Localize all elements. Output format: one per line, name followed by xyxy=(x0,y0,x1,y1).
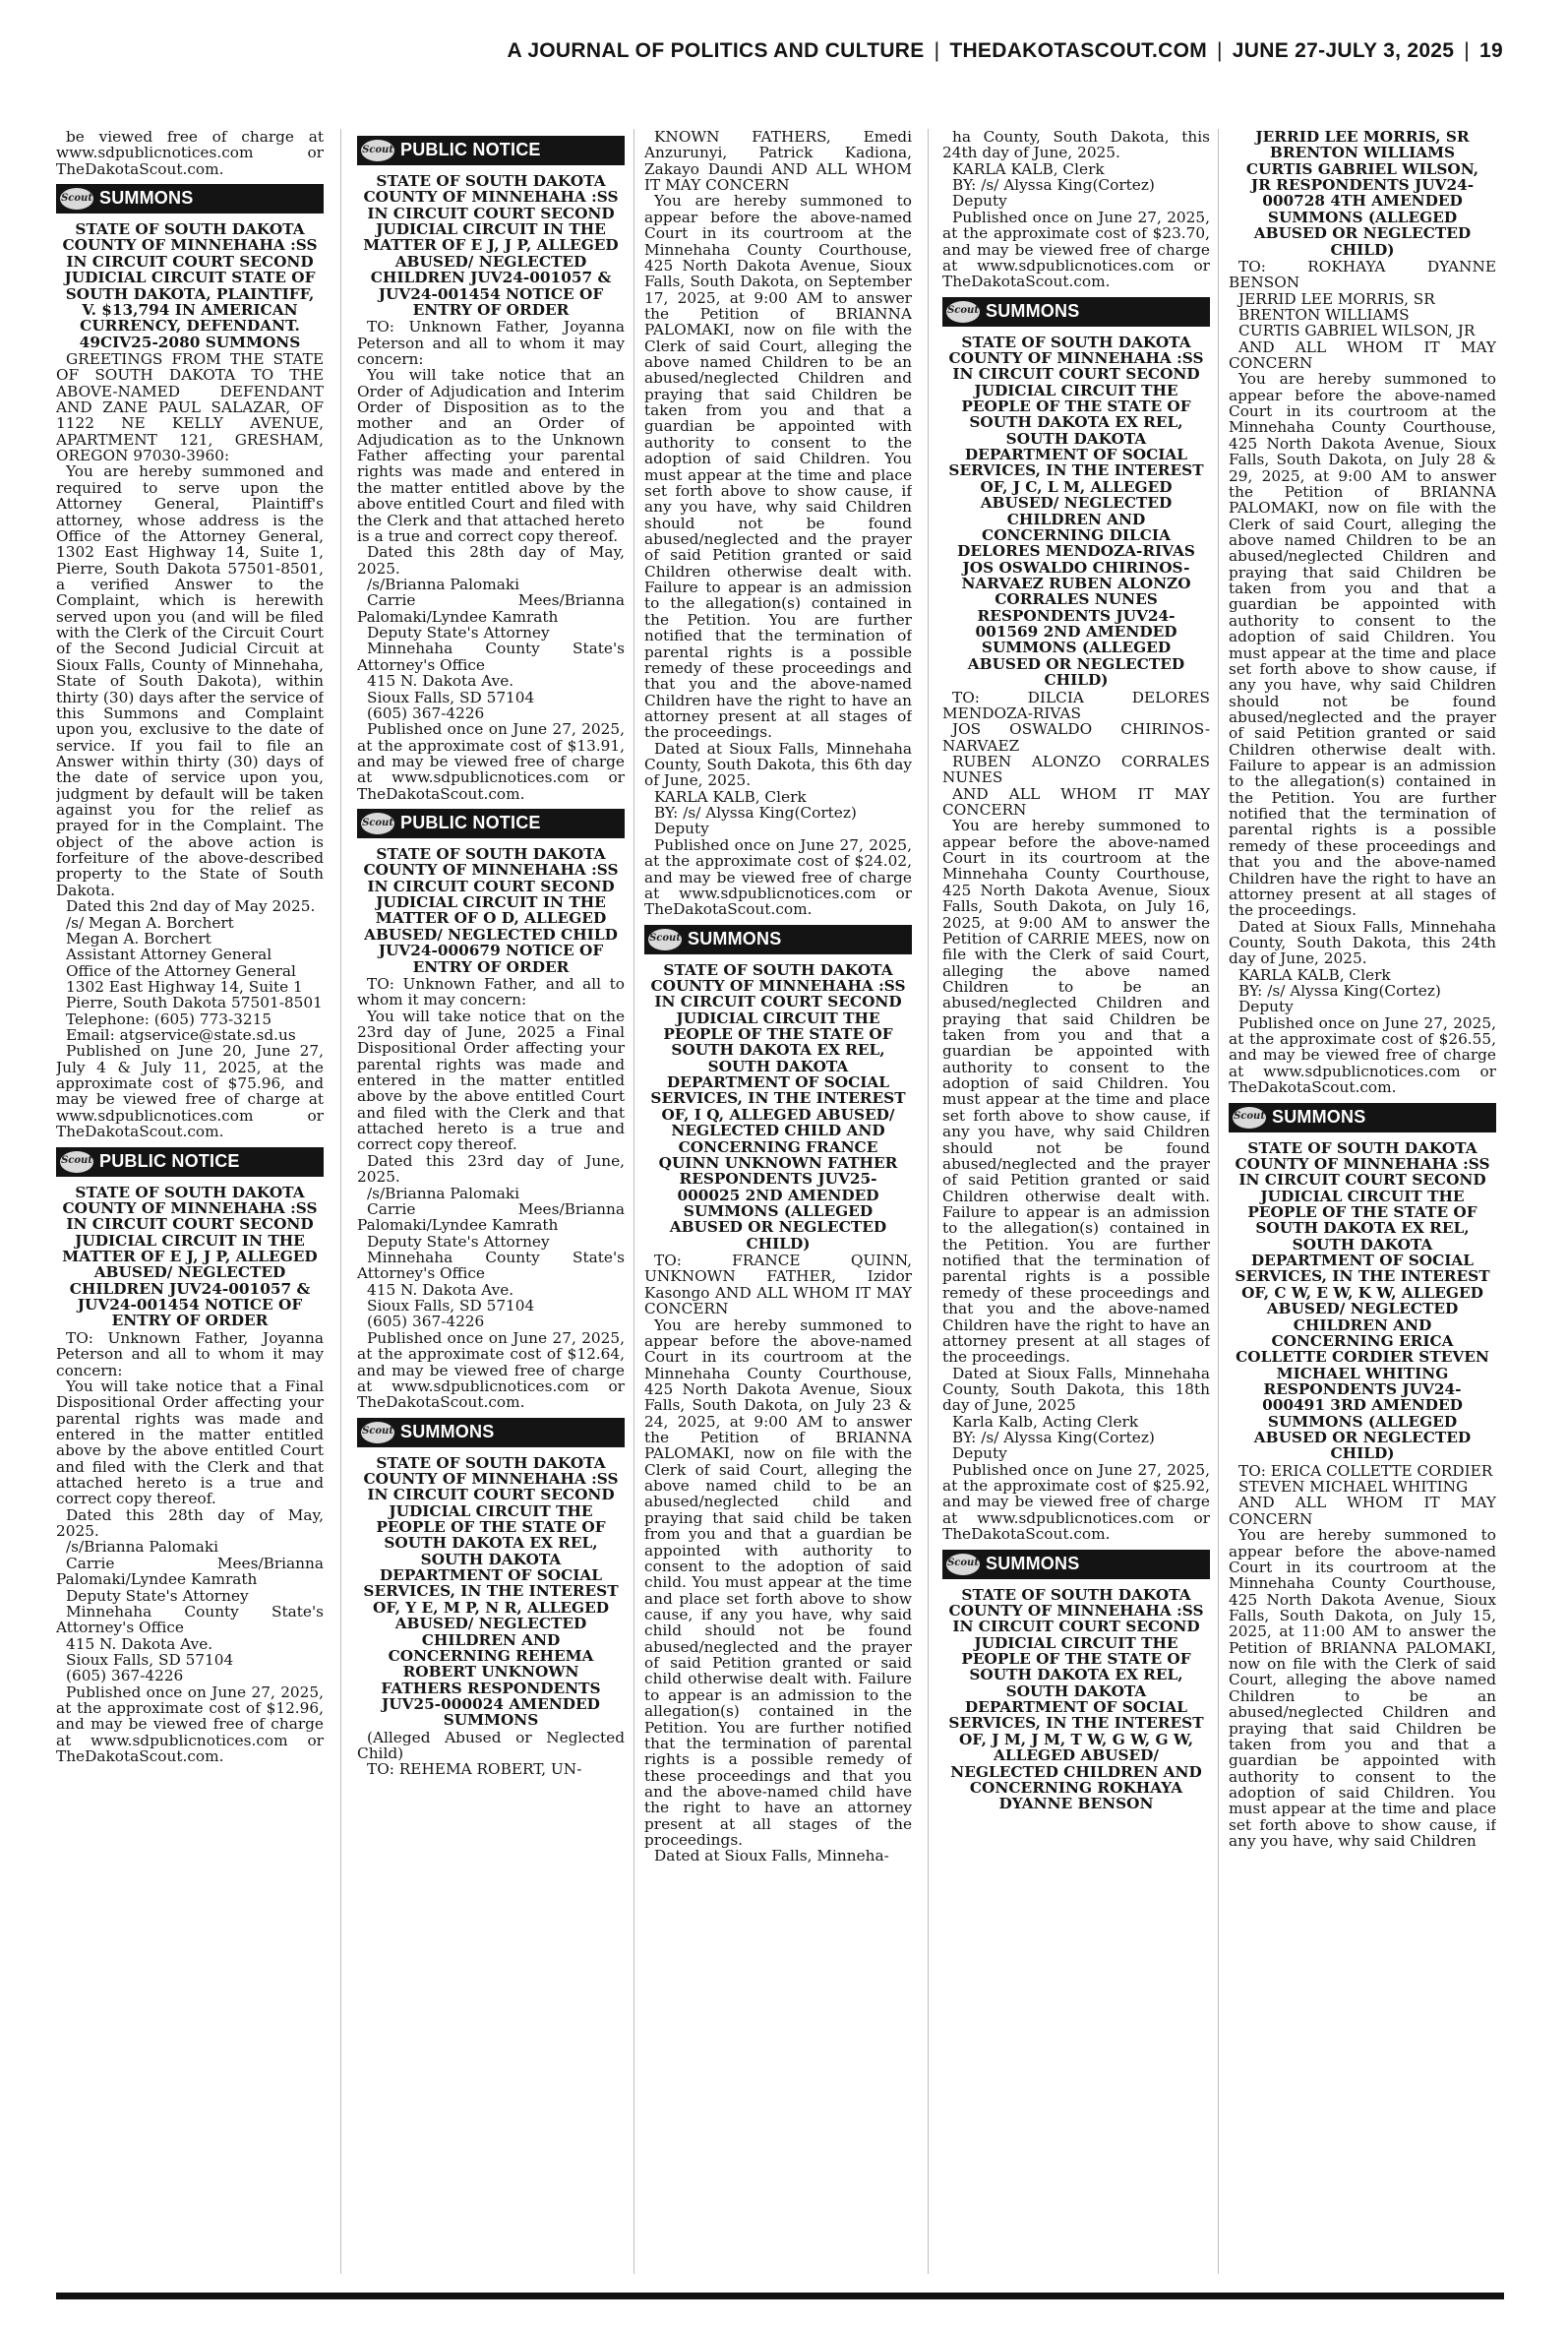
notice-paragraph: TO: ROKHAYA DYANNE BENSON xyxy=(1229,257,1496,292)
notice-label: SUMMONS xyxy=(986,300,1080,321)
notice-paragraph: Dated this 23rd day of June, 2025. xyxy=(357,1151,625,1187)
notice-body xyxy=(56,129,324,177)
notice-body xyxy=(56,351,324,1140)
scout-logo-icon: Scout xyxy=(946,1554,980,1575)
notice-paragraph: Published once on June 27, 2025, at the approximate cost of $13.91, and may be viewed free of charge at www.sdpublicnotices.com or TheDakotaScout.com. xyxy=(357,720,625,803)
notice-paragraph: TO: FRANCE QUINN, UNKNOWN FATHER, Izidor Kasongo AND ALL WHOM IT MAY CONCERN xyxy=(644,1252,912,1318)
notice-paragraph: TO: REHEMA ROBERT, UN- xyxy=(367,1760,582,1779)
notice-paragraph: Deputy xyxy=(952,1444,1007,1463)
notice-paragraph: Published once on June 27, 2025, at the approximate cost of $24.02, and may be viewed free of charge at www.sdpublicnotices.com or TheDakotaScout.com. xyxy=(644,835,912,919)
notice-paragraph: You are hereby summoned and required to serve upon the Attorney General, Plaintiff's attorney, whose address is the Office of the Attorney General, 1302 East Highway 14, Suite 1, Pierre, South Dakota 57501-8501, a verified Answer to the Complaint, which is herewith served upon you (and will be filed with the Clerk of the Circuit Court of the Second Judicial Circuit at Sioux Falls, County of Minnehaha, State of South Dakota), within thirty (30) days after the service of this Summons and Complaint upon you, exclusive to the date of service. If you fail to file an Answer within thirty (30) days of the date of service upon you, judgment by default will be taken against you for the relief as prayed for in the Complaint. The object of the above action is forfeiture of the above-described property to the State of South Dakota. xyxy=(56,462,324,899)
notice-paragraph: 415 N. Dakota Ave. xyxy=(367,672,514,691)
notice-body xyxy=(942,129,1210,290)
notice-paragraph: RUBEN ALONZO CORRALES NUNES xyxy=(942,752,1210,787)
masthead xyxy=(0,39,1503,63)
notice xyxy=(942,1550,1210,1812)
notice-banner xyxy=(942,1550,1210,1579)
notice-paragraph: Carrie Mees/Brianna Palomaki/Lyndee Kamrath xyxy=(357,591,625,626)
notice-paragraph: ha County, South Dakota, this 24th day of June, 2025. xyxy=(942,129,1210,162)
notice-paragraph: GREETINGS FROM THE STATE OF SOUTH DAKOTA TO THE ABOVE-NAMED DEFENDANT AND ZANE PAUL SALAZAR, OF 1122 NE KELLY AVENUE, APARTMENT 121, GRESHAM, OREGON 97030-3960: xyxy=(56,349,324,465)
notice-label: SUMMONS xyxy=(400,1421,495,1441)
notice-paragraph: TO: Unknown Father, Joyanna Peterson and all to whom it may concern: xyxy=(56,1328,324,1379)
notice-paragraph: Deputy State's Attorney xyxy=(367,624,550,642)
notice-heading: STATE OF SOUTH DAKOTA COUNTY OF MINNEHAHA :SS IN CIRCUIT COURT SECOND JUDICIAL CIRCUIT IN THE MATTER OF O D, ALLEGED ABUSED/ NEGLECTED CHILD JUV24-000679 NOTICE OF ENTRY OF ORDER xyxy=(363,845,619,976)
notice-paragraph: KARLA KALB, Clerk xyxy=(654,787,807,806)
notice-body xyxy=(1229,259,1496,1096)
notice-paragraph: 415 N. Dakota Ave. xyxy=(367,1280,514,1299)
notice xyxy=(644,925,912,1865)
notice-heading: STATE OF SOUTH DAKOTA COUNTY OF MINNEHAHA :SS IN CIRCUIT COURT SECOND JUDICIAL CIRCUIT IN THE MATTER OF E J, J P, ALLEGED ABUSED/ NEGLECTED CHILDREN JUV24-001057 & JUV24-001454 NOTICE OF ENTRY OF ORDER xyxy=(62,1183,318,1330)
notice-paragraph: Published once on June 27, 2025, at the approximate cost of $12.64, and may be viewed free of charge at www.sdpublicnotices.com or TheDakotaScout.com. xyxy=(357,1328,625,1412)
notice-heading: STATE OF SOUTH DAKOTA COUNTY OF MINNEHAHA :SS IN CIRCUIT COURT SECOND JUDICIAL CIRCUIT THE PEOPLE OF THE STATE OF SOUTH DAKOTA EX REL, SOUTH DAKOTA DEPARTMENT OF SOCIAL SERVICES, IN THE INTEREST OF, Y E, M P, N R, ALLEGED ABUSED/ NEGLECTED CHILDREN AND CONCERNING REHEMA ROBERT UNKNOWN FATHERS RESPONDENTS JUV25-000024 AMENDED SUMMONS xyxy=(363,1453,619,1730)
notice-paragraph: Sioux Falls, SD 57104 xyxy=(367,1297,535,1315)
notice-paragraph: BY: /s/ Alyssa King(Cortez) xyxy=(952,1429,1155,1447)
column-2 xyxy=(357,129,625,2274)
notice-paragraph: 415 N. Dakota Ave. xyxy=(66,1634,213,1653)
notice xyxy=(56,129,324,177)
notice-paragraph: (605) 367-4226 xyxy=(66,1667,184,1685)
notice xyxy=(1229,129,1496,1096)
notice-body xyxy=(644,1253,912,1865)
scout-logo-icon: Scout xyxy=(648,929,682,950)
notice-paragraph: Minnehaha County State's Attorney's Office xyxy=(56,1602,324,1637)
notice-paragraph: You will take notice that on the 23rd day of June, 2025 a Final Dispositional Order affecting your parental rights was made and entered in the matter entitled above by the above entitled Court and filed with the Clerk and that attached hereto is a true and correct copy thereof. xyxy=(357,1007,625,1154)
notice-paragraph: AND ALL WHOM IT MAY CONCERN xyxy=(1229,337,1496,373)
notice-paragraph: AND ALL WHOM IT MAY CONCERN xyxy=(942,784,1210,820)
notice xyxy=(644,129,912,918)
scout-logo-icon: Scout xyxy=(60,1151,93,1173)
notice-paragraph: Dated at Sioux Falls, Minnehaha County, South Dakota, this 24th day of June, 2025. xyxy=(1229,917,1496,968)
notice-paragraph: Dated at Sioux Falls, Minnehaha County, South Dakota, this 18th day of June, 2025 xyxy=(942,1364,1210,1415)
notice-paragraph: /s/Brianna Palomaki xyxy=(66,1538,219,1557)
notice-heading: STATE OF SOUTH DAKOTA COUNTY OF MINNEHAHA :SS IN CIRCUIT COURT SECOND JUDICIAL CIRCUIT THE PEOPLE OF THE STATE OF SOUTH DAKOTA EX REL, SOUTH DAKOTA DEPARTMENT OF SOCIAL SERVICES, IN THE INTEREST OF, C W, E W, K W, ALLEGED ABUSED/ NEGLECTED CHILDREN AND CONCERNING ERICA COLLETTE CORDIER STEVEN MICHAEL WHITING RESPONDENTS JUV24-000491 3RD AMENDED SUMMONS (ALLEGED ABUSED OR NEGLECTED CHILD) xyxy=(1235,1138,1490,1463)
notice-paragraph: /s/Brianna Palomaki xyxy=(367,1184,520,1202)
notice-paragraph: Megan A. Borchert xyxy=(66,929,211,948)
notice-paragraph: BY: /s/ Alyssa King(Cortez) xyxy=(1238,982,1441,1001)
column-5 xyxy=(1229,129,1496,2274)
notice-paragraph: You are hereby summoned to appear before the above-named Court in its courtroom at the Minnehaha County Courthouse, 425 North Dakota Avenue, Sioux Falls, South Dakota, on July 28 & 29, 2025, at 9:00 AM to answer the Petition of BRIANNA PALOMAKI, now on file with the Clerk of said Court, alleging the above named Children to be an abused/neglected Children and praying that said Children be taken from you and that a guardian be appointed with authority to consent to the adoption of said Children. You must appear at the time and place set forth above to show cause, if any you have, why said Children should not be found abused/neglected and the prayer of said Petition granted or said Children otherwise dealt with. Failure to appear is an admission to the allegation(s) contained in the Petition. You are further notified that the termination of parental rights is a possible remedy of these proceedings and that you and the above-named Children have the right to have an attorney present at all stages of the proceedings. xyxy=(1229,370,1496,920)
scout-logo-icon: Scout xyxy=(1233,1107,1266,1129)
page-number: 19 xyxy=(1479,39,1503,62)
notice-paragraph: KARLA KALB, Clerk xyxy=(1238,965,1391,984)
notice-paragraph: Published once on June 27, 2025, at the approximate cost of $25.92, and may be viewed free of charge at www.sdpublicnotices.com or TheDakotaScout.com. xyxy=(942,1460,1210,1544)
scout-logo-icon: Scout xyxy=(60,188,93,210)
notice xyxy=(1229,1103,1496,1850)
notice-body xyxy=(357,1730,625,1778)
notice-body xyxy=(644,129,912,918)
notice-paragraph: Karla Kalb, Acting Clerk xyxy=(952,1412,1139,1431)
notice-paragraph: Carrie Mees/Brianna Palomaki/Lyndee Kamrath xyxy=(56,1554,324,1589)
notice-paragraph: Published once on June 27, 2025, at the approximate cost of $12.96, and may be viewed free of charge at www.sdpublicnotices.com or TheDakotaScout.com. xyxy=(56,1683,324,1766)
notice-paragraph: Dated this 2nd day of May 2025. xyxy=(66,897,316,916)
notice-paragraph: Minnehaha County State's Attorney's Office xyxy=(357,640,625,674)
notice-paragraph: You are hereby summoned to appear before the above-named Court in its courtroom at the Minnehaha County Courthouse, 425 North Dakota Avenue, Sioux Falls, South Dakota, on July 23 & 24, 2025, at 9:00 AM to answer the Petition of BRIANNA PALOMAKI, now on file with the Clerk of said Court, alleging the above named child to be an abused/neglected child and praying that said child be taken from you and that a guardian be appointed with authority to consent to the adoption of said child. You must appear at the time and place set forth above to show cause, if any you have, why said child should not be found abused/neglected and the prayer of said Petition granted or said child otherwise dealt with. Failure to appear is an admission to the allegation(s) contained in the Petition. You are further notified that the termination of parental rights is a possible remedy of these proceedings and that you and the above-named child have the right to have an attorney present at all stages of the proceedings. xyxy=(644,1315,912,1850)
notice-paragraph: Published once on June 27, 2025, at the approximate cost of $23.70, and may be viewed free of charge at www.sdpublicnotices.com or TheDakotaScout.com. xyxy=(942,208,1210,291)
notice-heading: JERRID LEE MORRIS, SR BRENTON WILLIAMS CURTIS GABRIEL WILSON, JR RESPONDENTS JUV24-000728 4TH AMENDED SUMMONS (ALLEGED ABUSED OR NEGLECTED CHILD) xyxy=(1245,129,1479,259)
scout-logo-icon: Scout xyxy=(361,813,394,834)
notice-paragraph: You are hereby summoned to appear before the above-named Court in its courtroom at the Minnehaha County Courthouse, 425 North Dakota Avenue, Sioux Falls, South Dakota, on September 17, 2025, at 9:00 AM to answer the Petition of BRIANNA PALOMAKI, now on file with the Clerk of said Court, alleging the above named Children to be an abused/neglected Children and praying that said Children be taken from you and that a guardian be appointed with authority to consent to the adoption of said Children. You must appear at the time and place set forth above to show cause, if any you have, why said Children should not be found abused/neglected and the prayer of said Petition granted or said Children otherwise dealt with. Failure to appear is an admission to the allegation(s) contained in the Petition. You are further notified that the termination of parental rights is a possible remedy of these proceedings and that you and the above-named Children have the right to have an attorney present at all stages of the proceedings. xyxy=(644,192,912,742)
notice xyxy=(56,184,324,1139)
notice-heading: STATE OF SOUTH DAKOTA COUNTY OF MINNEHAHA :SS IN CIRCUIT COURT SECOND JUDICIAL CIRCUIT THE PEOPLE OF THE STATE OF SOUTH DAKOTA EX REL, SOUTH DAKOTA DEPARTMENT OF SOCIAL SERVICES, IN THE INTEREST OF, J M, J M, T W, G W, G W, ALLEGED ABUSED/ NEGLECTED CHILDREN AND CONCERNING ROKHAYA DYANNE BENSON xyxy=(948,1585,1204,1813)
notice-paragraph: Assistant Attorney General xyxy=(66,946,272,964)
notice-paragraph: BY: /s/ Alyssa King(Cortez) xyxy=(654,804,857,823)
notice-banner xyxy=(56,1147,324,1177)
notice-paragraph: Dated at Sioux Falls, Minneha- xyxy=(654,1847,889,1866)
notice-paragraph: Deputy xyxy=(654,820,709,838)
notice xyxy=(357,136,625,802)
notice-label: PUBLIC NOTICE xyxy=(400,813,541,833)
notice-paragraph: Sioux Falls, SD 57104 xyxy=(66,1650,234,1669)
notice-paragraph: You are hereby summoned to appear before the above-named Court in its courtroom at the Minnehaha County Courthouse, 425 North Dakota Avenue, Sioux Falls, South Dakota, on July 15, 2025, at 11:00 AM to answer the Petition of BRIANNA PALOMAKI, now on file with the Clerk of said Court, alleging the above named Children to be an abused/neglected Children and praying that said Children be taken from you and that a guardian be appointed with authority to consent to the adoption of said Children. You must appear at the time and place set forth above to show cause, if any you have, why said Children xyxy=(1229,1526,1496,1851)
notice-paragraph: Dated this 28th day of May, 2025. xyxy=(357,543,625,578)
notice-paragraph: Minnehaha County State's Attorney's Office xyxy=(357,1249,625,1283)
notice xyxy=(56,1147,324,1765)
scout-logo-icon: Scout xyxy=(946,301,980,323)
notice-paragraph: Email: atgservice@state.sd.us xyxy=(66,1026,296,1045)
column-4 xyxy=(942,129,1210,2274)
column-divider xyxy=(928,129,929,2274)
notice-paragraph: KARLA KALB, Clerk xyxy=(952,159,1105,178)
notice-paragraph: /s/Brianna Palomaki xyxy=(367,575,520,593)
notice-label: PUBLIC NOTICE xyxy=(400,140,541,160)
notice-body xyxy=(1229,1463,1496,1850)
column-3 xyxy=(644,129,912,2274)
notice-label: PUBLIC NOTICE xyxy=(99,1150,240,1171)
notice-paragraph: You will take notice that a Final Dispositional Order affecting your parental rights was made and entered in the matter entitled above by the above entitled Court and filed with the Clerk and that attached hereto is a true and correct copy thereof. xyxy=(56,1377,324,1508)
notice-paragraph: Office of the Attorney General xyxy=(66,961,296,980)
notice-paragraph: /s/ Megan A. Borchert xyxy=(66,913,234,932)
scout-logo-icon: Scout xyxy=(361,1422,394,1443)
notice-paragraph: KNOWN FATHERS, Emedi Anzurunyi, Patrick Kadiona, Zakayo Daundi AND ALL WHOM IT MAY CONCERN xyxy=(644,129,912,195)
notice-banner xyxy=(1229,1103,1496,1132)
separator: | xyxy=(1464,39,1471,62)
notice-label: SUMMONS xyxy=(688,928,782,948)
notice-paragraph: Carrie Mees/Brianna Palomaki/Lyndee Kamrath xyxy=(357,1199,625,1235)
column-divider xyxy=(633,129,634,2274)
notice-banner xyxy=(357,136,625,165)
notice-paragraph: Deputy xyxy=(1238,998,1294,1016)
notice-paragraph: CURTIS GABRIEL WILSON, JR xyxy=(1238,322,1476,340)
notice-paragraph: Published once on June 27, 2025, at the approximate cost of $26.55, and may be viewed free of charge at www.sdpublicnotices.com or TheDakotaScout.com. xyxy=(1229,1013,1496,1097)
notice-body xyxy=(56,1330,324,1765)
notice-paragraph: Dated at Sioux Falls, Minnehaha County, South Dakota, this 6th day of June, 2025. xyxy=(644,739,912,790)
notice-paragraph: JERRID LEE MORRIS, SR xyxy=(1238,289,1435,308)
notice-heading: STATE OF SOUTH DAKOTA COUNTY OF MINNEHAHA :SS IN CIRCUIT COURT SECOND JUDICIAL CIRCUIT IN THE MATTER OF E J, J P, ALLEGED ABUSED/ NEGLECTED CHILDREN JUV24-001057 & JUV24-001454 NOTICE OF ENTRY OF ORDER xyxy=(363,172,619,319)
notice-paragraph: Deputy xyxy=(952,192,1007,211)
notice-paragraph: Sioux Falls, SD 57104 xyxy=(367,688,535,706)
separator: | xyxy=(1217,39,1223,62)
notice xyxy=(357,809,625,1411)
notice-paragraph: BY: /s/ Alyssa King(Cortez) xyxy=(952,176,1155,195)
notice xyxy=(357,1418,625,1778)
notice-heading: STATE OF SOUTH DAKOTA COUNTY OF MINNEHAHA :SS IN CIRCUIT COURT SECOND JUDICIAL CIRCUIT THE PEOPLE OF THE STATE OF SOUTH DAKOTA EX REL, SOUTH DAKOTA DEPARTMENT OF SOCIAL SERVICES, IN THE INTEREST OF, J C, L M, ALLEGED ABUSED/ NEGLECTED CHILDREN AND CONCERNING DILCIA DELORES MENDOZA-RIVAS JOS OSWALDO CHIRINOS-NARVAEZ RUBEN ALONZO CORRALES NUNES RESPONDENTS JUV24-001569 2ND AMENDED SUMMONS (ALLEGED ABUSED OR NEGLECTED CHILD) xyxy=(948,333,1204,690)
column-1 xyxy=(56,129,324,2274)
notice-heading: STATE OF SOUTH DAKOTA COUNTY OF MINNEHAHA :SS IN CIRCUIT COURT SECOND JUDICIAL CIRCUIT THE PEOPLE OF THE STATE OF SOUTH DAKOTA EX REL, SOUTH DAKOTA DEPARTMENT OF SOCIAL SERVICES, IN THE INTEREST OF, I Q, ALLEGED ABUSED/ NEGLECTED CHILD AND CONCERNING FRANCE QUINN UNKNOWN FATHER RESPONDENTS JUV25-000025 2ND AMENDED SUMMONS (ALLEGED ABUSED OR NEGLECTED CHILD) xyxy=(650,960,906,1253)
notice-paragraph: You are hereby summoned to appear before the above-named Court in its courtroom at the Minnehaha County Courthouse, 425 North Dakota Avenue, Sioux Falls, South Dakota, on July 16, 2025, at 9:00 AM to answer the Petition of CARRIE MEES, now on file with the Clerk of said Court, alleging the above named Children to be an abused/neglected Children and praying that said Children be taken from you and that a guardian be appointed with authority to consent to the adoption of said Children. You must appear at the time and place set forth above to show cause, if any you have, why said Children should not be found abused/neglected and the prayer of said Petition granted or said Children otherwise dealt with. Failure to appear is an admission to the allegation(s) contained in the Petition. You are further notified that the termination of parental rights is a possible remedy of these proceedings and that you and the above-named Children have the right to have an attorney present at all stages of the proceedings. xyxy=(942,817,1210,1367)
notice-paragraph: 1302 East Highway 14, Suite 1 xyxy=(66,977,303,996)
notice-paragraph: TO: Unknown Father, Joyanna Peterson and all to whom it may concern: xyxy=(357,318,625,368)
notice-paragraph: JOS OSWALDO CHIRINOS-NARVAEZ xyxy=(942,720,1210,755)
notice-paragraph: Telephone: (605) 773-3215 xyxy=(66,1010,272,1028)
notice-heading: STATE OF SOUTH DAKOTA COUNTY OF MINNEHAHA :SS IN CIRCUIT COURT SECOND JUDICIAL CIRCUIT STATE OF SOUTH DAKOTA, PLAINTIFF, V. $13,794 IN AMERICAN CURRENCY, DEFENDANT. 49CIV25-2080 SUMMONS xyxy=(62,220,318,351)
notice-paragraph: Deputy State's Attorney xyxy=(367,1232,550,1251)
notice-paragraph: (605) 367-4226 xyxy=(367,1313,485,1331)
scout-logo-icon: Scout xyxy=(361,140,394,161)
notice-label: SUMMONS xyxy=(986,1553,1080,1573)
notice-body xyxy=(357,319,625,802)
notice xyxy=(942,297,1210,1543)
notice-paragraph: TO: Unknown Father, and all to whom it may concern: xyxy=(357,974,625,1010)
separator: | xyxy=(934,39,940,62)
notice-paragraph: STEVEN MICHAEL WHITING xyxy=(1238,1478,1469,1497)
notice-banner xyxy=(942,297,1210,327)
notice-banner xyxy=(357,809,625,838)
notice-paragraph: You will take notice that an Order of Adjudication and Interim Order of Disposition as to the mother and an Order of Adjudication as to the Unknown Father affecting your parental rights was made and entered in the matter entitled above by the above entitled Court and filed with the Clerk and that attached hereto is a true and correct copy thereof. xyxy=(357,366,625,545)
notice-paragraph: BRENTON WILLIAMS xyxy=(1238,305,1410,324)
notice-paragraph: be viewed free of charge at www.sdpublicnotices.com or TheDakotaScout.com. xyxy=(56,129,324,178)
notice xyxy=(942,129,1210,290)
bottom-rule xyxy=(56,2293,1504,2299)
notice-banner xyxy=(56,184,324,214)
column-divider xyxy=(340,129,341,2274)
column-divider xyxy=(1218,129,1219,2274)
notice-body xyxy=(357,976,625,1411)
notice-paragraph: (605) 367-4226 xyxy=(367,704,485,722)
notice-banner xyxy=(357,1418,625,1447)
notice-paragraph: Published on June 20, June 27, July 4 & July 11, 2025, at the approximate cost of $75.96, and may be viewed free of charge at www.sdpublicnotices.com or TheDakotaScout.com. xyxy=(56,1042,324,1141)
site-link[interactable]: THEDAKOTASCOUT.COM xyxy=(949,39,1208,62)
notice-paragraph: Deputy State's Attorney xyxy=(66,1586,249,1605)
notice-paragraph: Dated this 28th day of May, 2025. xyxy=(56,1505,324,1541)
notice-paragraph: TO: ERICA COLLETTE CORDIER xyxy=(1238,1461,1493,1480)
notice-paragraph: Pierre, South Dakota 57501-8501 xyxy=(66,994,323,1012)
notice-paragraph: TO: DILCIA DELORES MENDOZA-RIVAS xyxy=(942,688,1210,722)
journal-name: A JOURNAL OF POLITICS AND CULTURE xyxy=(507,39,925,62)
notice-paragraph: (Alleged Abused or Neglected Child) xyxy=(357,1728,625,1763)
notice-label: SUMMONS xyxy=(1272,1106,1366,1127)
notice-label: SUMMONS xyxy=(99,188,194,209)
notice-body xyxy=(942,690,1210,1543)
notice-banner xyxy=(644,925,912,954)
notice-paragraph: AND ALL WHOM IT MAY CONCERN xyxy=(1229,1494,1496,1528)
issue-dates: JUNE 27-JULY 3, 2025 xyxy=(1232,39,1455,62)
